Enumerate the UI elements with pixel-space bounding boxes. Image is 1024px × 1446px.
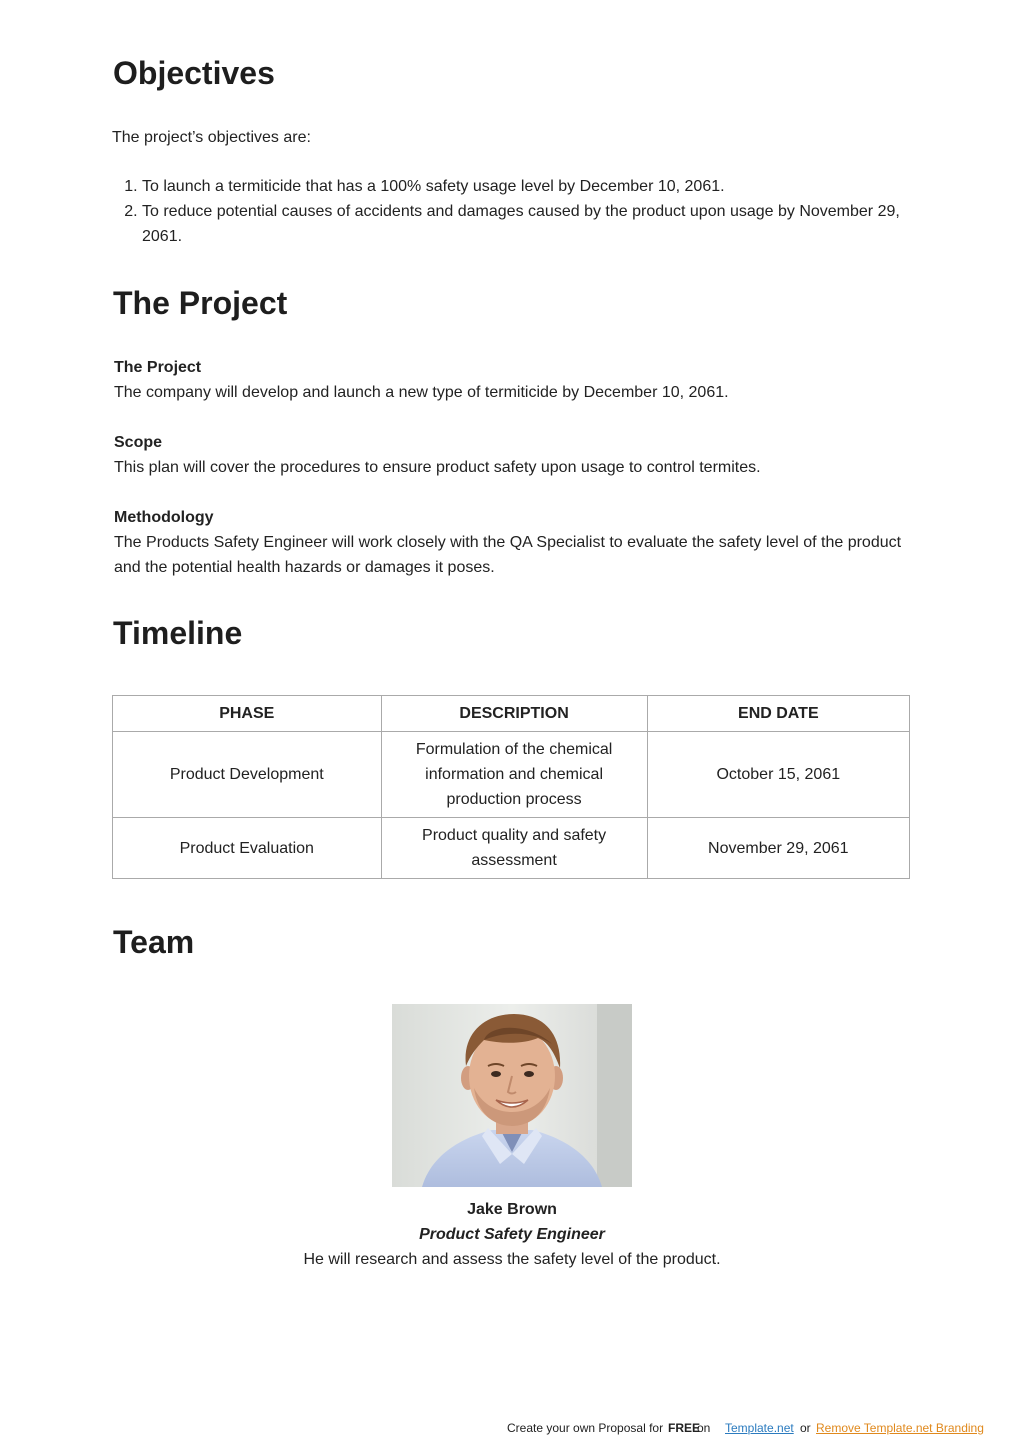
template-net-link[interactable]: Template.net xyxy=(725,1421,794,1435)
footer-on: on xyxy=(697,1421,711,1435)
phase-cell: Product Development xyxy=(113,732,382,818)
project-heading: The Project xyxy=(113,285,288,321)
scope-subheading: Scope xyxy=(114,434,163,451)
list-item: 2. To reduce potential causes of accidents and damages caused by the product upon usage by November 29, 2061. xyxy=(142,199,932,249)
remove-branding-link[interactable]: Remove Template.net Branding xyxy=(816,1421,984,1435)
timeline-table xyxy=(112,695,910,879)
methodology-subheading: Methodology xyxy=(114,509,214,526)
table-header-row xyxy=(113,696,910,732)
team-member-photo xyxy=(392,1004,632,1187)
team-member-bio: He will research and assess the safety level of the product. xyxy=(303,1251,721,1268)
table-row xyxy=(113,732,910,818)
column-header-phase: PHASE xyxy=(113,696,382,732)
team-member-name: Jake Brown xyxy=(467,1201,557,1218)
methodology-description: The Products Safety Engineer will work closely with the QA Specialist to evaluate the safety level of the product and the potential health hazards or damages it poses. xyxy=(114,534,902,576)
table-row xyxy=(113,818,910,879)
team-heading: Team xyxy=(113,924,195,960)
branding-footer xyxy=(0,1419,1024,1437)
column-header-description: DESCRIPTION xyxy=(381,696,647,732)
team-member-role: Product Safety Engineer xyxy=(419,1226,605,1243)
phase-cell: Product Evaluation xyxy=(113,818,382,879)
end-date-cell: November 29, 2061 xyxy=(647,818,909,879)
scope-description: This plan will cover the procedures to ensure product safety upon usage to control termites. xyxy=(114,459,761,476)
objectives-intro: The project’s objectives are: xyxy=(112,129,311,146)
footer-free: FREE xyxy=(668,1421,701,1435)
objectives-heading: Objectives xyxy=(113,55,275,91)
footer-or: or xyxy=(800,1421,811,1435)
objectives-list xyxy=(113,174,932,249)
end-date-cell: October 15, 2061 xyxy=(647,732,909,818)
list-item: 1. To launch a termiticide that has a 100% safety usage level by December 10, 2061. xyxy=(142,174,932,199)
timeline-heading: Timeline xyxy=(113,615,243,651)
footer-prefix: Create your own Proposal for xyxy=(507,1421,664,1435)
description-cell: Formulation of the chemical information and chemical production process xyxy=(381,732,647,818)
column-header-end-date: END DATE xyxy=(647,696,909,732)
description-cell: Product quality and safety assessment xyxy=(381,818,647,879)
project-subheading: The Project xyxy=(114,359,202,376)
project-description: The company will develop and launch a new type of termiticide by December 10, 2061. xyxy=(114,384,729,401)
